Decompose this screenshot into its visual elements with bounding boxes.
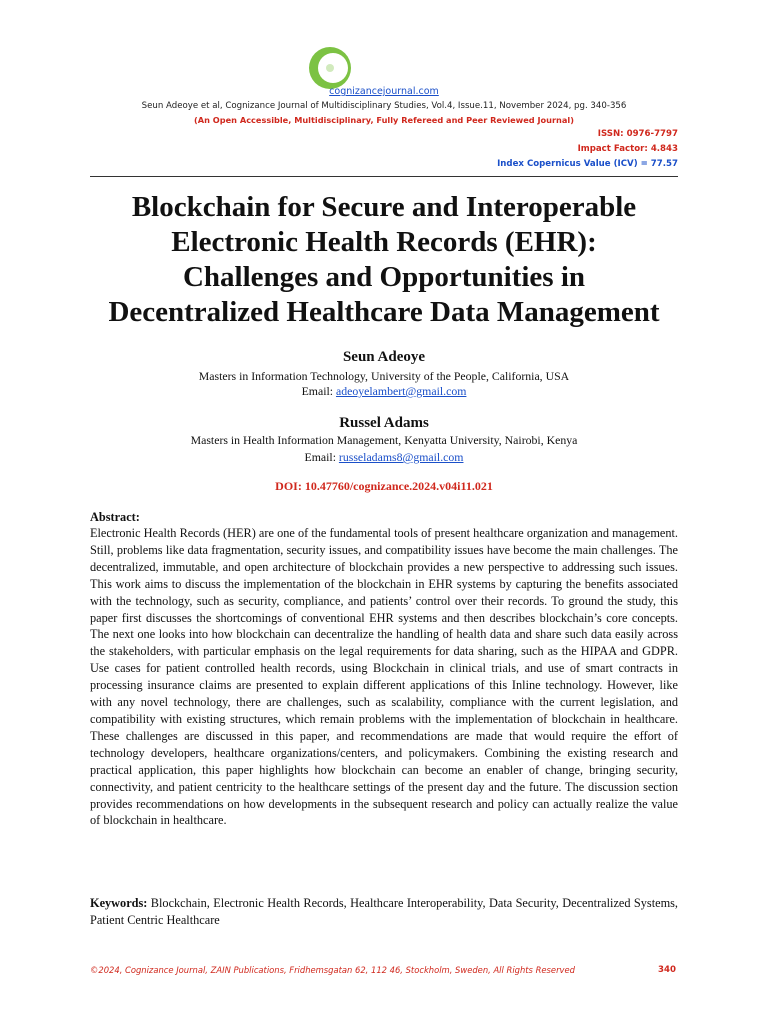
page-number: 340 [658,965,676,975]
issn: ISSN: 0976-7797 [597,129,678,139]
email-label: Email: [301,384,334,398]
title-line: Electronic Health Records (EHR): [171,226,597,258]
icv-value: Index Copernicus Value (ICV) = 77.57 [497,159,678,169]
author-name: Russel Adams [339,415,429,431]
abstract-text: Electronic Health Records (HER) are one of the fundamental tools of present healthcare organization and management. Still, problems like data fragmentation, security issues, and compatibility issues have become the main challenges. The decentralized, immutable, and open architecture of blockchain provides a new perspective to addressing such issues. This work aims to discuss the implementation of the blockchain in EHR systems by capturing the benefits associated with the technology, such as security, compliance, and patients’ control over their records. To ground the study, this paper first discusses the shortcomings of conventional EHR systems and then describes blockchain’s core concepts. The next one looks into how blockchain can decentralize the handling of health data and share such data easily across the stakeholders, with particular emphasis on the legal requirements for data sharing, such as the HIPAA and GDPR. Use cases for patient controlled health records, using Blockchain in clinical trials, and use of smart contracts in processing insurance claims are presented to explain different applications of this Inline technology. However, like with any novel technology, there are challenges, such as scalability, compliance with the current legislation, and compatibility with existing structures, which remain problems with the implementation of blockchain in healthcare. These challenges are discussed in this paper, and recommendations are made that would require the effort of technology developers, healthcare organizations/centers, and policymakers. Combining the existing research and practical application, this paper highlights how blockchain can become an enabler of change, bringing security, connectivity, and patient centricity to the healthcare settings of the present day and the future. The discussion section provides recommendations on how developments in the subsequent research and policy can actually realize the value of blockchain in healthcare. [90,526,678,828]
email-label: Email: [304,450,336,464]
journal-website-link[interactable]: cognizancejournal.com [329,86,439,97]
author-email-line [0,384,768,399]
impact-factor: Impact Factor: 4.843 [577,144,678,154]
author-affiliation: Masters in Information Technology, University of the People, California, USA [198,369,570,383]
abstract-heading: Abstract: [90,510,140,524]
header-divider [90,176,678,177]
keywords-text: Blockchain, Electronic Health Records, Healthcare Interoperability, Data Security, Decentralized Systems, Patient Centric Healthcare [90,896,678,927]
title-line: Blockchain for Secure and Interoperable [131,191,637,223]
keywords-section [90,895,678,929]
keywords-label: Keywords: [90,896,148,910]
author-email-line [0,450,768,465]
doi[interactable]: DOI: 10.47760/cognizance.2024.v04i11.021 [275,479,493,493]
copyright-footer: ©2024, Cognizance Journal, ZAIN Publications, Fridhemsgatan 62, 112 46, Stockholm, Sweden, All Rights Reserved [90,965,575,975]
author-name: Seun Adeoye [342,349,426,365]
title-line: Decentralized Healthcare Data Management [108,296,660,328]
author-affiliation: Masters in Health Information Management, Kenyatta University, Nairobi, Kenya [190,433,578,447]
author-email-link[interactable]: adeoyelambert@gmail.com [335,384,467,398]
citation-line: Seun Adeoye et al, Cognizance Journal of Multidisciplinary Studies, Vol.4, Issue.11, November 2024, pg. 340-356 [141,101,627,111]
title-line: Challenges and Opportunities in [182,261,586,293]
paper-title [70,190,698,330]
open-access-note: (An Open Accessible, Multidisciplinary, Fully Refereed and Peer Reviewed Journal) [194,115,574,125]
author-email-link[interactable]: russeladams8@gmail.com [338,450,464,464]
